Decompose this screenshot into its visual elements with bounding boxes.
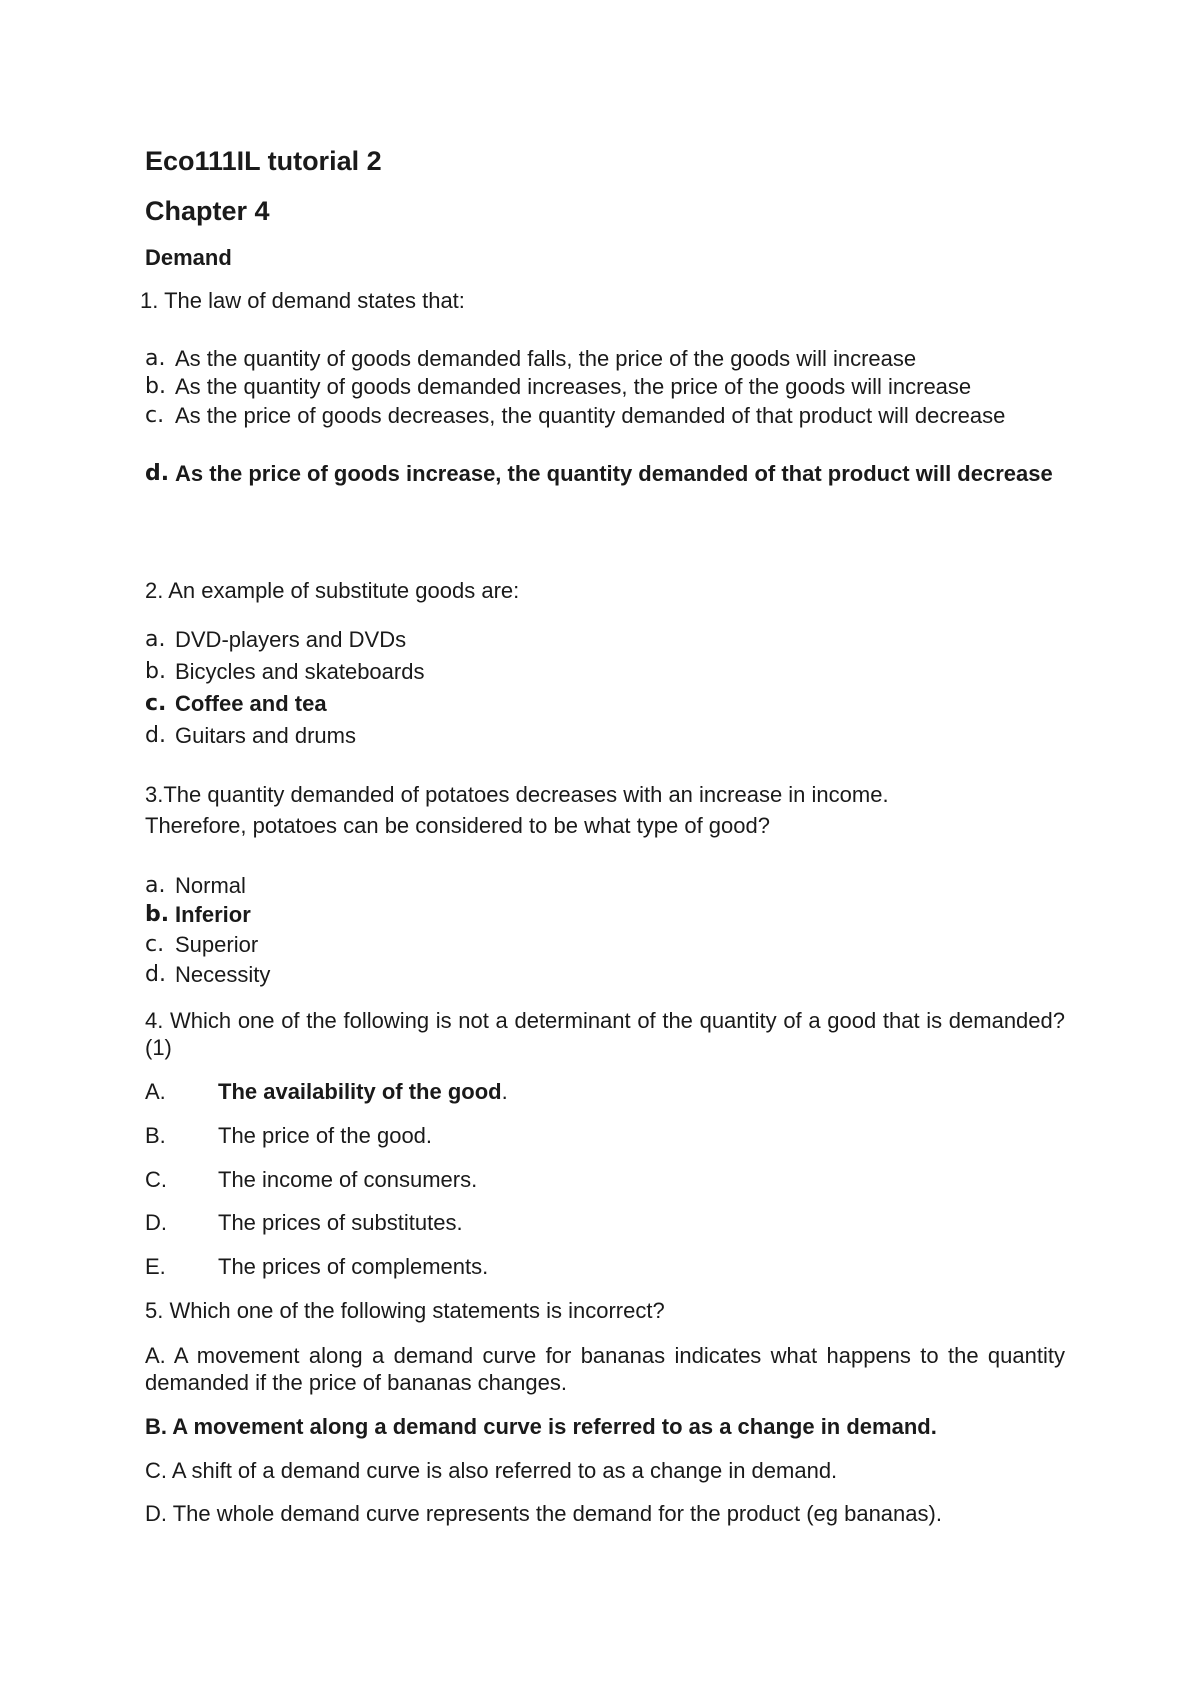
option-text: The income of consumers. — [218, 1167, 478, 1192]
option-text: Necessity — [175, 962, 271, 987]
q3-option-c — [145, 931, 1065, 958]
option-marker: d. — [145, 723, 166, 748]
option-text: DVD-players and DVDs — [175, 627, 407, 652]
option-marker: d. — [145, 962, 166, 987]
q3-option-d — [145, 961, 1065, 988]
q2-option-b — [145, 658, 1065, 685]
option-text: As the quantity of goods demanded falls, the price of the goods will increase — [175, 346, 917, 371]
question-3-stem-line-2: Therefore, potatoes can be considered to be what type of good? — [145, 813, 770, 838]
option-text: Superior — [175, 932, 259, 957]
q1-option-d — [145, 460, 1065, 487]
option-suffix: . — [501, 1079, 508, 1104]
document-title: Eco111IL tutorial 2 — [145, 146, 382, 176]
option-marker: b. — [145, 374, 166, 399]
option-text: Normal — [175, 873, 246, 898]
option-marker: D. — [145, 1210, 167, 1235]
q3-option-b — [145, 901, 1065, 928]
option-text: The price of the good. — [218, 1123, 433, 1148]
q2-option-c — [145, 690, 1065, 717]
section-heading: Demand — [145, 245, 232, 270]
option-marker: E. — [145, 1254, 166, 1279]
q2-option-a — [145, 626, 1065, 653]
option-marker: a. — [145, 873, 166, 898]
option-text: The prices of complements. — [218, 1254, 489, 1279]
q1-option-c — [145, 402, 1065, 429]
q5-option-a: A. A movement along a demand curve for bananas indicates what happens to the quantity demanded if the price of bananas changes. — [145, 1343, 1065, 1395]
option-text: Guitars and drums — [175, 723, 356, 748]
option-marker: c. — [145, 932, 165, 957]
option-text: Bicycles and skateboards — [175, 659, 425, 684]
option-marker: c. — [145, 403, 165, 428]
option-marker: b. — [145, 659, 166, 684]
q1-option-a — [145, 345, 1065, 372]
option-marker: B. — [145, 1123, 166, 1148]
q5-option-c: C. A shift of a demand curve is also referred to as a change in demand. — [145, 1458, 838, 1483]
q1-option-b — [145, 373, 1065, 400]
q5-option-d: D. The whole demand curve represents the demand for the product (eg bananas). — [145, 1501, 942, 1526]
option-text: Coffee and tea — [175, 691, 327, 716]
question-1-stem: 1. The law of demand states that: — [140, 288, 465, 313]
question-5-stem: 5. Which one of the following statements is incorrect? — [145, 1298, 665, 1323]
option-text: As the price of goods decreases, the quantity demanded of that product will decrease — [175, 403, 1006, 428]
option-text: Inferior — [175, 902, 251, 927]
option-text: The availability of the good — [218, 1079, 502, 1104]
q5-option-b: B. A movement along a demand curve is referred to as a change in demand. — [145, 1414, 937, 1439]
option-marker: a. — [145, 627, 166, 652]
option-marker: A. — [145, 1079, 166, 1104]
option-text: As the price of goods increase, the quantity demanded of that product will decrease — [175, 461, 1053, 486]
option-text: As the quantity of goods demanded increases, the price of the goods will increase — [175, 374, 972, 399]
option-marker: C. — [145, 1167, 167, 1192]
q3-option-a — [145, 872, 1065, 899]
option-text: The prices of substitutes. — [218, 1210, 463, 1235]
q2-option-d — [145, 722, 1065, 749]
question-3-stem-line-1: 3.The quantity demanded of potatoes decreases with an increase in income. — [145, 782, 889, 807]
option-marker: a. — [145, 346, 166, 371]
question-4-stem: 4. Which one of the following is not a determinant of the quantity of a good that is demanded? (1) — [145, 1008, 1065, 1060]
option-marker: d. — [145, 461, 170, 486]
option-marker: c. — [145, 691, 167, 716]
option-marker: b. — [145, 902, 170, 927]
chapter-heading: Chapter 4 — [145, 196, 270, 226]
question-2-stem: 2. An example of substitute goods are: — [145, 578, 520, 603]
